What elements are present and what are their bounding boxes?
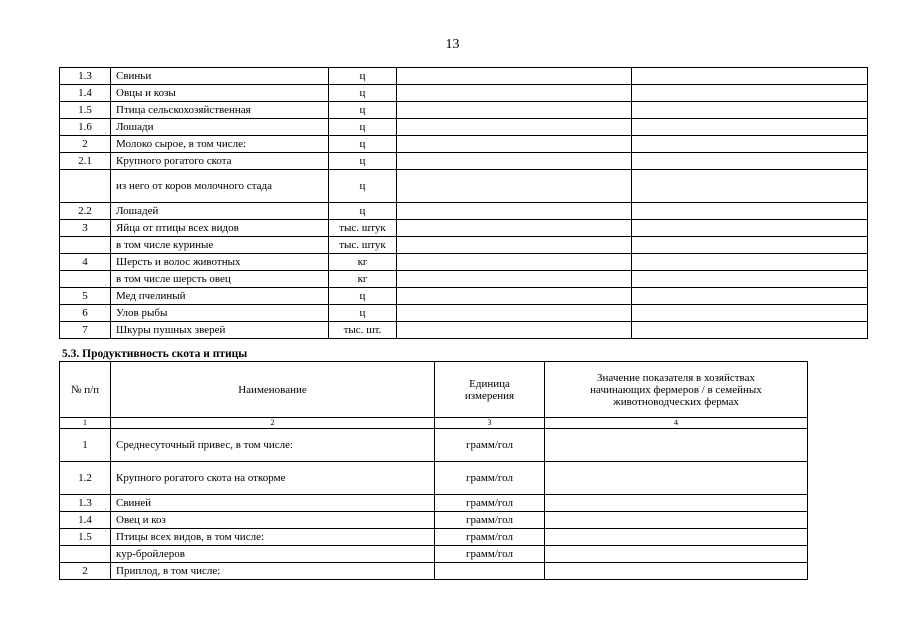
row-number	[60, 546, 111, 563]
row-unit: кг	[329, 254, 397, 271]
value-cell	[397, 153, 632, 170]
row-name: Свиней	[111, 495, 435, 512]
value-cell	[632, 68, 868, 85]
value-cell	[632, 237, 868, 254]
table-row	[60, 136, 868, 153]
table-row	[60, 462, 808, 495]
row-number: 6	[60, 305, 111, 322]
table-row	[60, 563, 808, 580]
table-row	[60, 203, 868, 220]
value-cell	[397, 288, 632, 305]
table-row	[60, 85, 868, 102]
table-row	[60, 254, 868, 271]
row-name: Овец и коз	[111, 512, 435, 529]
table-row	[60, 305, 868, 322]
row-unit: грамм/гол	[435, 462, 545, 495]
row-unit: ц	[329, 203, 397, 220]
row-unit: тыс. шт.	[329, 322, 397, 339]
value-cell	[397, 68, 632, 85]
row-unit: ц	[329, 102, 397, 119]
value-cell	[632, 322, 868, 339]
row-unit: грамм/гол	[435, 512, 545, 529]
row-unit: грамм/гол	[435, 429, 545, 462]
value-cell	[397, 119, 632, 136]
column-number: 3	[435, 418, 545, 429]
table-row	[60, 153, 868, 170]
table-row	[60, 529, 808, 546]
value-cell	[632, 119, 868, 136]
production-table	[59, 67, 868, 339]
header-number: № п/п	[60, 362, 111, 418]
row-name: Крупного рогатого скота	[111, 153, 329, 170]
table-row	[60, 512, 808, 529]
row-unit: ц	[329, 85, 397, 102]
table-row	[60, 68, 868, 85]
row-number: 1.4	[60, 85, 111, 102]
row-name: Среднесуточный привес, в том числе:	[111, 429, 435, 462]
value-cell	[397, 271, 632, 288]
value-cell	[632, 203, 868, 220]
table-row	[60, 102, 868, 119]
row-number: 1.4	[60, 512, 111, 529]
value-cell	[545, 512, 808, 529]
value-cell	[397, 136, 632, 153]
value-cell	[632, 170, 868, 203]
table-row	[60, 220, 868, 237]
table-row	[60, 546, 808, 563]
value-cell	[632, 220, 868, 237]
value-cell	[632, 102, 868, 119]
value-cell	[545, 546, 808, 563]
table-row	[60, 271, 868, 288]
row-name: из него от коров молочного стада	[111, 170, 329, 203]
row-unit: ц	[329, 136, 397, 153]
row-number	[60, 271, 111, 288]
header-unit: Единица измерения	[435, 362, 545, 418]
value-cell	[397, 305, 632, 322]
row-number: 1.5	[60, 529, 111, 546]
row-unit	[435, 563, 545, 580]
table-row	[60, 170, 868, 203]
row-number: 1	[60, 429, 111, 462]
row-number: 2.1	[60, 153, 111, 170]
row-name: в том числе куриные	[111, 237, 329, 254]
value-cell	[545, 462, 808, 495]
table-row	[60, 429, 808, 462]
row-number: 2.2	[60, 203, 111, 220]
row-number: 3	[60, 220, 111, 237]
row-number: 5	[60, 288, 111, 305]
row-number: 2	[60, 136, 111, 153]
section-heading: 5.3. Продуктивность скота и птицы	[62, 348, 248, 360]
row-name: кур-бройлеров	[111, 546, 435, 563]
row-unit: ц	[329, 288, 397, 305]
row-unit: грамм/гол	[435, 529, 545, 546]
value-cell	[632, 254, 868, 271]
row-number: 1.5	[60, 102, 111, 119]
row-name: Улов рыбы	[111, 305, 329, 322]
row-unit: тыс. штук	[329, 220, 397, 237]
row-unit: грамм/гол	[435, 546, 545, 563]
productivity-table-body	[60, 362, 808, 580]
value-cell	[632, 305, 868, 322]
value-cell	[545, 529, 808, 546]
value-cell	[397, 220, 632, 237]
value-cell	[397, 203, 632, 220]
table-row	[60, 288, 868, 305]
row-name: Птицы всех видов, в том числе:	[111, 529, 435, 546]
row-name: Лошадей	[111, 203, 329, 220]
row-unit: кг	[329, 271, 397, 288]
value-cell	[397, 237, 632, 254]
row-number: 1.6	[60, 119, 111, 136]
row-number	[60, 237, 111, 254]
row-unit: ц	[329, 170, 397, 203]
value-cell	[397, 254, 632, 271]
column-number: 4	[545, 418, 808, 429]
row-number: 1.3	[60, 68, 111, 85]
table-row	[60, 495, 808, 512]
row-name: Яйца от птицы всех видов	[111, 220, 329, 237]
value-cell	[397, 85, 632, 102]
page-number: 13	[445, 37, 460, 52]
value-cell	[545, 495, 808, 512]
column-number: 2	[111, 418, 435, 429]
row-unit: ц	[329, 305, 397, 322]
column-number: 1	[60, 418, 111, 429]
value-cell	[632, 153, 868, 170]
value-cell	[545, 429, 808, 462]
value-cell	[632, 85, 868, 102]
table-header-row	[60, 362, 808, 418]
value-cell	[632, 288, 868, 305]
row-name: Мед пчелиный	[111, 288, 329, 305]
row-unit: ц	[329, 68, 397, 85]
row-unit: грамм/гол	[435, 495, 545, 512]
row-name: Шкуры пушных зверей	[111, 322, 329, 339]
value-cell	[632, 271, 868, 288]
column-number-row	[60, 418, 808, 429]
value-cell	[545, 563, 808, 580]
row-unit: ц	[329, 153, 397, 170]
value-cell	[632, 136, 868, 153]
row-name: Шерсть и волос животных	[111, 254, 329, 271]
row-number: 4	[60, 254, 111, 271]
header-value: Значение показателя в хозяйствах начинающих фермеров / в семейных животноводческих фермах	[545, 362, 808, 418]
value-cell	[397, 322, 632, 339]
row-number: 1.2	[60, 462, 111, 495]
table-row	[60, 237, 868, 254]
row-name: Молоко сырое, в том числе:	[111, 136, 329, 153]
row-name: Лошади	[111, 119, 329, 136]
row-name: Свиньи	[111, 68, 329, 85]
row-number: 7	[60, 322, 111, 339]
row-unit: тыс. штук	[329, 237, 397, 254]
row-number	[60, 170, 111, 203]
row-name: в том числе шерсть овец	[111, 271, 329, 288]
row-unit: ц	[329, 119, 397, 136]
header-name: Наименование	[111, 362, 435, 418]
row-number: 2	[60, 563, 111, 580]
row-number: 1.3	[60, 495, 111, 512]
value-cell	[397, 102, 632, 119]
row-name: Крупного рогатого скота на откорме	[111, 462, 435, 495]
table-row	[60, 119, 868, 136]
row-name: Приплод, в том числе:	[111, 563, 435, 580]
value-cell	[397, 170, 632, 203]
productivity-table	[59, 361, 808, 580]
row-name: Овцы и козы	[111, 85, 329, 102]
production-table-body	[60, 68, 868, 339]
row-name: Птица сельскохозяйственная	[111, 102, 329, 119]
table-row	[60, 322, 868, 339]
